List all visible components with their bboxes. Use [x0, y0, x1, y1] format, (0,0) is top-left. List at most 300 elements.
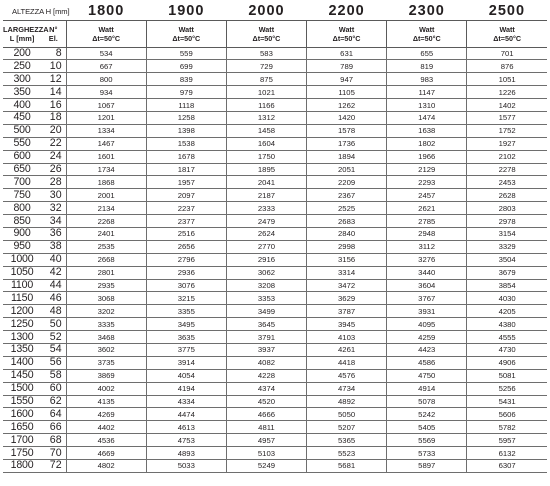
unit-delta-t: Δt=50°C: [172, 33, 201, 43]
table-row: [3, 434, 547, 447]
watt-cell: 3679: [467, 266, 547, 279]
watt-cell: 3355: [146, 305, 226, 318]
elements-abbrev: El.: [48, 33, 58, 43]
watt-cell: 1736: [307, 137, 387, 150]
elements-cell: 20: [41, 124, 66, 137]
watt-cell: 4205: [467, 305, 547, 318]
watt-cell: 5078: [387, 395, 467, 408]
unit-watt: Watt: [258, 24, 275, 34]
watt-cell: 699: [146, 60, 226, 73]
width-cell: 200: [3, 47, 41, 60]
watt-cell: 4423: [387, 343, 467, 356]
watt-cell: 5569: [387, 434, 467, 447]
elements-cell: 54: [41, 343, 66, 356]
elements-cell: 30: [41, 189, 66, 202]
elements-cell: 56: [41, 356, 66, 369]
units-header-row: [3, 20, 547, 47]
table-row: [3, 305, 547, 318]
watt-cell: 2840: [307, 227, 387, 240]
table-row: [3, 253, 547, 266]
watt-cell: 3629: [307, 292, 387, 305]
watt-cell: 4194: [146, 382, 226, 395]
watt-cell: 2935: [66, 279, 146, 292]
watt-cell: 1894: [307, 150, 387, 163]
elements-cell: 40: [41, 253, 66, 266]
unit-watt: Watt: [98, 24, 114, 34]
table-row: [3, 202, 547, 215]
larghezza-label: LARGHEZZA: [3, 24, 49, 34]
elements-cell: 64: [41, 408, 66, 421]
watt-cell: 2683: [307, 215, 387, 228]
watt-cell: 3062: [226, 266, 306, 279]
watt-cell: 4380: [467, 318, 547, 331]
watt-cell: 2187: [226, 189, 306, 202]
table-row: [3, 189, 547, 202]
table-row: [3, 227, 547, 240]
watt-cell: 2785: [387, 215, 467, 228]
watt-cell: 1474: [387, 111, 467, 124]
watt-cell: 5081: [467, 369, 547, 382]
height-header-row: [3, 3, 547, 20]
watt-cell: 5957: [467, 434, 547, 447]
watt-cell: 3945: [307, 318, 387, 331]
width-cell: 1250: [3, 318, 41, 331]
watt-cell: 5365: [307, 434, 387, 447]
watt-cell: 3154: [467, 227, 547, 240]
watt-cell: 2333: [226, 202, 306, 215]
width-cell: 500: [3, 124, 41, 137]
table-row: [3, 369, 547, 382]
table-row: [3, 408, 547, 421]
elements-cell: 48: [41, 305, 66, 318]
watt-cell: 2803: [467, 202, 547, 215]
watt-cell: 4893: [146, 447, 226, 460]
watt-cell: 2278: [467, 163, 547, 176]
width-cell: 700: [3, 176, 41, 189]
watt-cell: 3329: [467, 240, 547, 253]
table-row: [3, 86, 547, 99]
watt-cell: 3602: [66, 343, 146, 356]
table-row: [3, 356, 547, 369]
watt-cell: 3068: [66, 292, 146, 305]
elements-cell: 44: [41, 279, 66, 292]
elements-cell: 16: [41, 99, 66, 112]
watt-cell: 1105: [307, 86, 387, 99]
table-row: [3, 279, 547, 292]
larghezza-unit: L [mm]: [9, 33, 35, 43]
width-cell: 1800: [3, 460, 41, 473]
elements-cell: 18: [41, 111, 66, 124]
table-row: [3, 150, 547, 163]
table-row: [3, 60, 547, 73]
watt-cell: 1312: [226, 111, 306, 124]
unit-delta-t: Δt=50°C: [493, 33, 522, 43]
watt-cell: 1147: [387, 86, 467, 99]
larghezza-header: [3, 20, 49, 47]
watt-cell: 4586: [387, 356, 467, 369]
watt-cell: 3645: [226, 318, 306, 331]
watt-cell: 1334: [66, 124, 146, 137]
watt-cell: 1577: [467, 111, 547, 124]
watt-cell: 2367: [307, 189, 387, 202]
unit-watt: Watt: [499, 24, 515, 34]
watt-cell: 4750: [387, 369, 467, 382]
watt-cell: 3499: [226, 305, 306, 318]
watt-cell: 4269: [66, 408, 146, 421]
height-2000: 2000: [248, 3, 285, 20]
watt-cell: 701: [467, 47, 547, 60]
watt-cell: 1752: [467, 124, 547, 137]
height-2300: 2300: [408, 3, 445, 20]
elements-label: N°: [49, 24, 58, 34]
watt-cell: 2377: [146, 215, 226, 228]
watt-cell: 4135: [66, 395, 146, 408]
width-cell: 750: [3, 189, 41, 202]
watt-cell: 2293: [387, 176, 467, 189]
width-cell: 400: [3, 99, 41, 112]
watt-cell: 4002: [66, 382, 146, 395]
unit-header: [387, 20, 467, 47]
radiator-output-table: [3, 3, 547, 473]
watt-cell: 1201: [66, 111, 146, 124]
watt-cell: 2801: [66, 266, 146, 279]
elements-cell: 10: [41, 60, 66, 73]
watt-cell: 3335: [66, 318, 146, 331]
watt-cell: 2237: [146, 202, 226, 215]
table-row: [3, 395, 547, 408]
watt-cell: 4957: [226, 434, 306, 447]
watt-cell: 1051: [467, 73, 547, 86]
width-cell: 1100: [3, 279, 41, 292]
watt-cell: 1601: [66, 150, 146, 163]
watt-cell: 2401: [66, 227, 146, 240]
height-1900: 1900: [168, 3, 205, 20]
watt-cell: 6307: [467, 460, 547, 473]
watt-cell: 3440: [387, 266, 467, 279]
altezza-label: ALTEZZA H [mm]: [12, 6, 70, 16]
unit-header: [467, 20, 547, 47]
watt-cell: 2051: [307, 163, 387, 176]
watt-cell: 1817: [146, 163, 226, 176]
watt-cell: 4906: [467, 356, 547, 369]
watt-cell: 1166: [226, 99, 306, 112]
elements-cell: 22: [41, 137, 66, 150]
watt-cell: 4103: [307, 331, 387, 344]
elements-cell: 38: [41, 240, 66, 253]
table-row: [3, 240, 547, 253]
watt-cell: 6132: [467, 447, 547, 460]
width-cell: 550: [3, 137, 41, 150]
watt-cell: 1895: [226, 163, 306, 176]
watt-cell: 3208: [226, 279, 306, 292]
width-cell: 800: [3, 202, 41, 215]
width-cell: 900: [3, 227, 41, 240]
watt-cell: 3735: [66, 356, 146, 369]
watt-cell: 1467: [66, 137, 146, 150]
watt-cell: 4030: [467, 292, 547, 305]
watt-cell: 3276: [387, 253, 467, 266]
watt-cell: 4730: [467, 343, 547, 356]
width-cell: 1600: [3, 408, 41, 421]
watt-cell: 3914: [146, 356, 226, 369]
width-cell: 1200: [3, 305, 41, 318]
unit-header: [66, 20, 146, 47]
watt-cell: 3314: [307, 266, 387, 279]
table-row: [3, 73, 547, 86]
width-cell: 1650: [3, 421, 41, 434]
height-2500: 2500: [488, 3, 526, 20]
watt-cell: 3869: [66, 369, 146, 382]
width-cell: 950: [3, 240, 41, 253]
elements-cell: 12: [41, 73, 66, 86]
watt-cell: 3215: [146, 292, 226, 305]
width-cell: 650: [3, 163, 41, 176]
watt-cell: 1578: [307, 124, 387, 137]
watt-cell: 3775: [146, 343, 226, 356]
watt-cell: 3156: [307, 253, 387, 266]
watt-cell: 983: [387, 73, 467, 86]
watt-cell: 1734: [66, 163, 146, 176]
elements-cell: 42: [41, 266, 66, 279]
table-row: [3, 460, 547, 473]
watt-cell: 2516: [146, 227, 226, 240]
watt-cell: 2916: [226, 253, 306, 266]
watt-cell: 1402: [467, 99, 547, 112]
watt-cell: 2624: [226, 227, 306, 240]
width-cell: 1550: [3, 395, 41, 408]
watt-cell: 2770: [226, 240, 306, 253]
watt-cell: 4402: [66, 421, 146, 434]
watt-cell: 1118: [146, 99, 226, 112]
unit-delta-t: Δt=50°C: [412, 33, 441, 43]
watt-cell: 2479: [226, 215, 306, 228]
watt-cell: 4418: [307, 356, 387, 369]
width-cell: 250: [3, 60, 41, 73]
watt-cell: 3495: [146, 318, 226, 331]
unit-watt: Watt: [419, 24, 435, 34]
width-cell: 1300: [3, 331, 41, 344]
watt-cell: 3787: [307, 305, 387, 318]
watt-cell: 3468: [66, 331, 146, 344]
watt-cell: 4082: [226, 356, 306, 369]
watt-cell: 5681: [307, 460, 387, 473]
table-row: [3, 215, 547, 228]
table-body: [3, 47, 547, 472]
watt-cell: 3767: [387, 292, 467, 305]
table-row: [3, 111, 547, 124]
watt-cell: 4259: [387, 331, 467, 344]
width-cell: 600: [3, 150, 41, 163]
watt-cell: 4576: [307, 369, 387, 382]
table-row: [3, 124, 547, 137]
elements-cell: 32: [41, 202, 66, 215]
watt-cell: 5050: [307, 408, 387, 421]
watt-cell: 2978: [467, 215, 547, 228]
watt-cell: 2041: [226, 176, 306, 189]
watt-cell: 5897: [387, 460, 467, 473]
watt-cell: 5523: [307, 447, 387, 460]
watt-cell: 4892: [307, 395, 387, 408]
watt-cell: 2656: [146, 240, 226, 253]
width-cell: 1150: [3, 292, 41, 305]
watt-cell: 5103: [226, 447, 306, 460]
watt-cell: 2453: [467, 176, 547, 189]
watt-cell: 5249: [226, 460, 306, 473]
watt-cell: 729: [226, 60, 306, 73]
watt-cell: 4536: [66, 434, 146, 447]
watt-cell: 979: [146, 86, 226, 99]
unit-header: [146, 20, 226, 47]
elements-cell: 34: [41, 215, 66, 228]
watt-cell: 2948: [387, 227, 467, 240]
elements-cell: 72: [41, 460, 66, 473]
watt-cell: 1258: [146, 111, 226, 124]
watt-cell: 5405: [387, 421, 467, 434]
watt-cell: 4613: [146, 421, 226, 434]
watt-cell: 2668: [66, 253, 146, 266]
watt-cell: 5782: [467, 421, 547, 434]
watt-cell: 1538: [146, 137, 226, 150]
watt-cell: 2621: [387, 202, 467, 215]
watt-cell: 1802: [387, 137, 467, 150]
watt-cell: 631: [307, 47, 387, 60]
watt-cell: 2457: [387, 189, 467, 202]
watt-cell: 5733: [387, 447, 467, 460]
watt-cell: 2102: [467, 150, 547, 163]
elements-cell: 68: [41, 434, 66, 447]
table-row: [3, 447, 547, 460]
table-row: [3, 331, 547, 344]
watt-cell: 839: [146, 73, 226, 86]
watt-cell: 1310: [387, 99, 467, 112]
watt-cell: 1678: [146, 150, 226, 163]
watt-cell: 4734: [307, 382, 387, 395]
watt-cell: 2628: [467, 189, 547, 202]
watt-cell: 2535: [66, 240, 146, 253]
elements-cell: 70: [41, 447, 66, 460]
watt-cell: 583: [226, 47, 306, 60]
watt-cell: 800: [66, 73, 146, 86]
unit-delta-t: Δt=50°C: [252, 33, 281, 43]
elements-cell: 58: [41, 369, 66, 382]
table-row: [3, 421, 547, 434]
watt-cell: 655: [387, 47, 467, 60]
elements-cell: 26: [41, 163, 66, 176]
unit-header: [307, 20, 387, 47]
watt-cell: 5207: [307, 421, 387, 434]
watt-cell: 4753: [146, 434, 226, 447]
watt-cell: 2525: [307, 202, 387, 215]
elements-cell: 60: [41, 382, 66, 395]
elements-cell: 46: [41, 292, 66, 305]
watt-cell: 4374: [226, 382, 306, 395]
width-cell: 350: [3, 86, 41, 99]
watt-cell: 667: [66, 60, 146, 73]
watt-cell: 789: [307, 60, 387, 73]
watt-cell: 3202: [66, 305, 146, 318]
width-cell: 300: [3, 73, 41, 86]
elements-cell: 66: [41, 421, 66, 434]
elements-cell: 50: [41, 318, 66, 331]
watt-cell: 4520: [226, 395, 306, 408]
watt-cell: 3353: [226, 292, 306, 305]
width-cell: 1500: [3, 382, 41, 395]
watt-cell: 1957: [146, 176, 226, 189]
watt-cell: 947: [307, 73, 387, 86]
watt-cell: 3076: [146, 279, 226, 292]
watt-cell: 3504: [467, 253, 547, 266]
watt-cell: 1021: [226, 86, 306, 99]
watt-cell: 2129: [387, 163, 467, 176]
watt-cell: 1868: [66, 176, 146, 189]
watt-cell: 876: [467, 60, 547, 73]
watt-cell: 1458: [226, 124, 306, 137]
width-cell: 1750: [3, 447, 41, 460]
watt-cell: 3791: [226, 331, 306, 344]
elements-cell: 62: [41, 395, 66, 408]
watt-cell: 2936: [146, 266, 226, 279]
watt-cell: 2796: [146, 253, 226, 266]
unit-delta-t: Δt=50°C: [332, 33, 361, 43]
watt-cell: 4666: [226, 408, 306, 421]
table-row: [3, 47, 547, 60]
elements-cell: 36: [41, 227, 66, 240]
table-row: [3, 382, 547, 395]
elements-cell: 24: [41, 150, 66, 163]
watt-cell: 4054: [146, 369, 226, 382]
watt-cell: 5033: [146, 460, 226, 473]
watt-cell: 5256: [467, 382, 547, 395]
watt-cell: 3112: [387, 240, 467, 253]
watt-cell: 1750: [226, 150, 306, 163]
watt-cell: 4555: [467, 331, 547, 344]
watt-cell: 1262: [307, 99, 387, 112]
watt-cell: 4334: [146, 395, 226, 408]
table-row: [3, 318, 547, 331]
watt-cell: 3604: [387, 279, 467, 292]
watt-cell: 3931: [387, 305, 467, 318]
watt-cell: 1927: [467, 137, 547, 150]
watt-cell: 4802: [66, 460, 146, 473]
watt-cell: 4474: [146, 408, 226, 421]
width-cell: 1400: [3, 356, 41, 369]
height-2200: 2200: [328, 3, 365, 20]
table-row: [3, 137, 547, 150]
watt-cell: 1966: [387, 150, 467, 163]
width-cell: 850: [3, 215, 41, 228]
watt-cell: 1226: [467, 86, 547, 99]
watt-cell: 2998: [307, 240, 387, 253]
watt-cell: 4228: [226, 369, 306, 382]
width-cell: 1350: [3, 343, 41, 356]
watt-cell: 3937: [226, 343, 306, 356]
table-row: [3, 343, 547, 356]
table-row: [3, 292, 547, 305]
watt-cell: 5431: [467, 395, 547, 408]
watt-cell: 2097: [146, 189, 226, 202]
watt-cell: 559: [146, 47, 226, 60]
width-cell: 1050: [3, 266, 41, 279]
watt-cell: 1638: [387, 124, 467, 137]
table-row: [3, 163, 547, 176]
watt-cell: 1067: [66, 99, 146, 112]
width-cell: 1450: [3, 369, 41, 382]
watt-cell: 934: [66, 86, 146, 99]
unit-watt: Watt: [178, 24, 194, 34]
watt-cell: 819: [387, 60, 467, 73]
watt-cell: 5606: [467, 408, 547, 421]
elements-cell: 14: [41, 86, 66, 99]
